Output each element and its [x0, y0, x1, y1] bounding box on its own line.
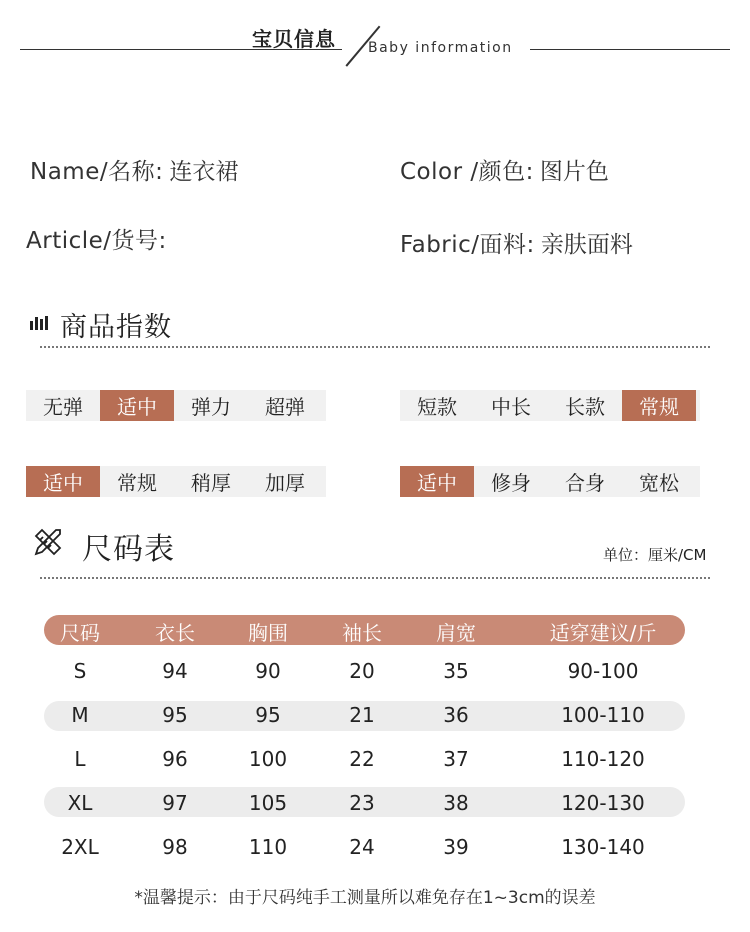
- index-option: 常规: [117, 471, 157, 495]
- index-option: 弹力: [191, 395, 231, 419]
- header-title-cn: 宝贝信息: [252, 27, 336, 51]
- size-table-cell: 94: [162, 659, 188, 683]
- index-option: 加厚: [265, 471, 305, 495]
- size-section-title: 尺码表: [82, 532, 175, 567]
- info-name-label: Name/名称:: [30, 159, 164, 185]
- index-row-length: [400, 390, 700, 421]
- size-table-header-cell: 适穿建议/斤: [549, 621, 657, 645]
- index-option: 修身: [491, 471, 531, 495]
- header-title-en: Baby information: [368, 40, 513, 56]
- size-table-cell: 22: [349, 747, 375, 771]
- size-table-header-cell: 尺码: [60, 621, 100, 645]
- info-fabric: [400, 226, 633, 259]
- index-section-title: 商品指数: [60, 312, 172, 343]
- size-table-cell: 39: [443, 835, 469, 859]
- index-divider: [40, 346, 710, 348]
- size-table-cell: 100-110: [561, 703, 645, 727]
- size-table-cell: 95: [255, 703, 281, 727]
- size-table-cell: 90: [255, 659, 281, 683]
- size-unit: 单位：厘米/CM: [603, 546, 707, 564]
- size-table-cell: 21: [349, 703, 375, 727]
- index-option: 适中: [26, 466, 100, 497]
- size-table-header-cell: 胸围: [248, 621, 288, 645]
- size-table-cell: 105: [248, 791, 288, 815]
- index-option: 无弹: [43, 395, 83, 419]
- size-table-cell: S: [73, 659, 87, 683]
- index-option: 中长: [491, 395, 531, 419]
- size-table-cell: 20: [349, 659, 375, 683]
- index-row-fit: [400, 466, 700, 497]
- size-table-header-cell: 肩宽: [436, 621, 476, 645]
- size-note: *温馨提示：由于尺码纯手工测量所以难免存在1~3cm的误差: [134, 888, 596, 908]
- info-name: [30, 153, 238, 186]
- index-option: 超弹: [265, 395, 305, 419]
- index-option: 适中: [400, 466, 474, 497]
- index-option: 合身: [565, 471, 605, 495]
- size-table-cell: L: [74, 747, 86, 771]
- size-table-cell: 24: [349, 835, 375, 859]
- info-article: [26, 222, 173, 255]
- header-rule-right: [530, 49, 730, 50]
- size-table-cell: 96: [162, 747, 188, 771]
- size-table-cell: 2XL: [61, 835, 99, 859]
- size-table-cell: 38: [443, 791, 469, 815]
- size-table-cell: 90-100: [567, 659, 639, 683]
- info-fabric-value: 亲肤面料: [540, 232, 633, 258]
- size-table-header-cell: 袖长: [342, 621, 382, 645]
- size-table-cell: 36: [443, 703, 469, 727]
- index-option: 长款: [565, 395, 605, 419]
- size-table-cell: 37: [443, 747, 469, 771]
- size-table-cell: 98: [162, 835, 188, 859]
- size-table-cell: 130-140: [561, 835, 645, 859]
- size-table-cell: 100: [248, 747, 288, 771]
- size-table-cell: M: [71, 703, 89, 727]
- index-row-elasticity: [26, 390, 326, 421]
- size-table-cell: 110: [248, 835, 288, 859]
- size-table-cell: 23: [349, 791, 375, 815]
- size-table-cell: XL: [67, 791, 93, 815]
- info-color: [400, 153, 609, 186]
- bar-chart-icon: [30, 316, 48, 330]
- info-name-value: 连衣裙: [169, 159, 239, 185]
- index-option: 宽松: [639, 471, 679, 495]
- size-table-cell: 35: [443, 659, 469, 683]
- size-table-header-cell: 衣长: [155, 621, 195, 645]
- index-option: 短款: [417, 395, 457, 419]
- index-option: 常规: [622, 390, 696, 421]
- info-color-label: Color /颜色:: [400, 159, 534, 185]
- index-option: 稍厚: [191, 471, 231, 495]
- size-table-cell: 95: [162, 703, 188, 727]
- info-article-label: Article/货号:: [26, 228, 167, 254]
- size-table-cell: 97: [162, 791, 188, 815]
- info-fabric-label: Fabric/面料:: [400, 232, 535, 258]
- ruler-pencil-icon: [32, 526, 64, 558]
- index-option: 适中: [100, 390, 174, 421]
- size-table-cell: 110-120: [561, 747, 645, 771]
- size-table-cell: 120-130: [561, 791, 645, 815]
- size-divider: [40, 577, 710, 579]
- index-row-thickness: [26, 466, 326, 497]
- info-color-value: 图片色: [539, 159, 609, 185]
